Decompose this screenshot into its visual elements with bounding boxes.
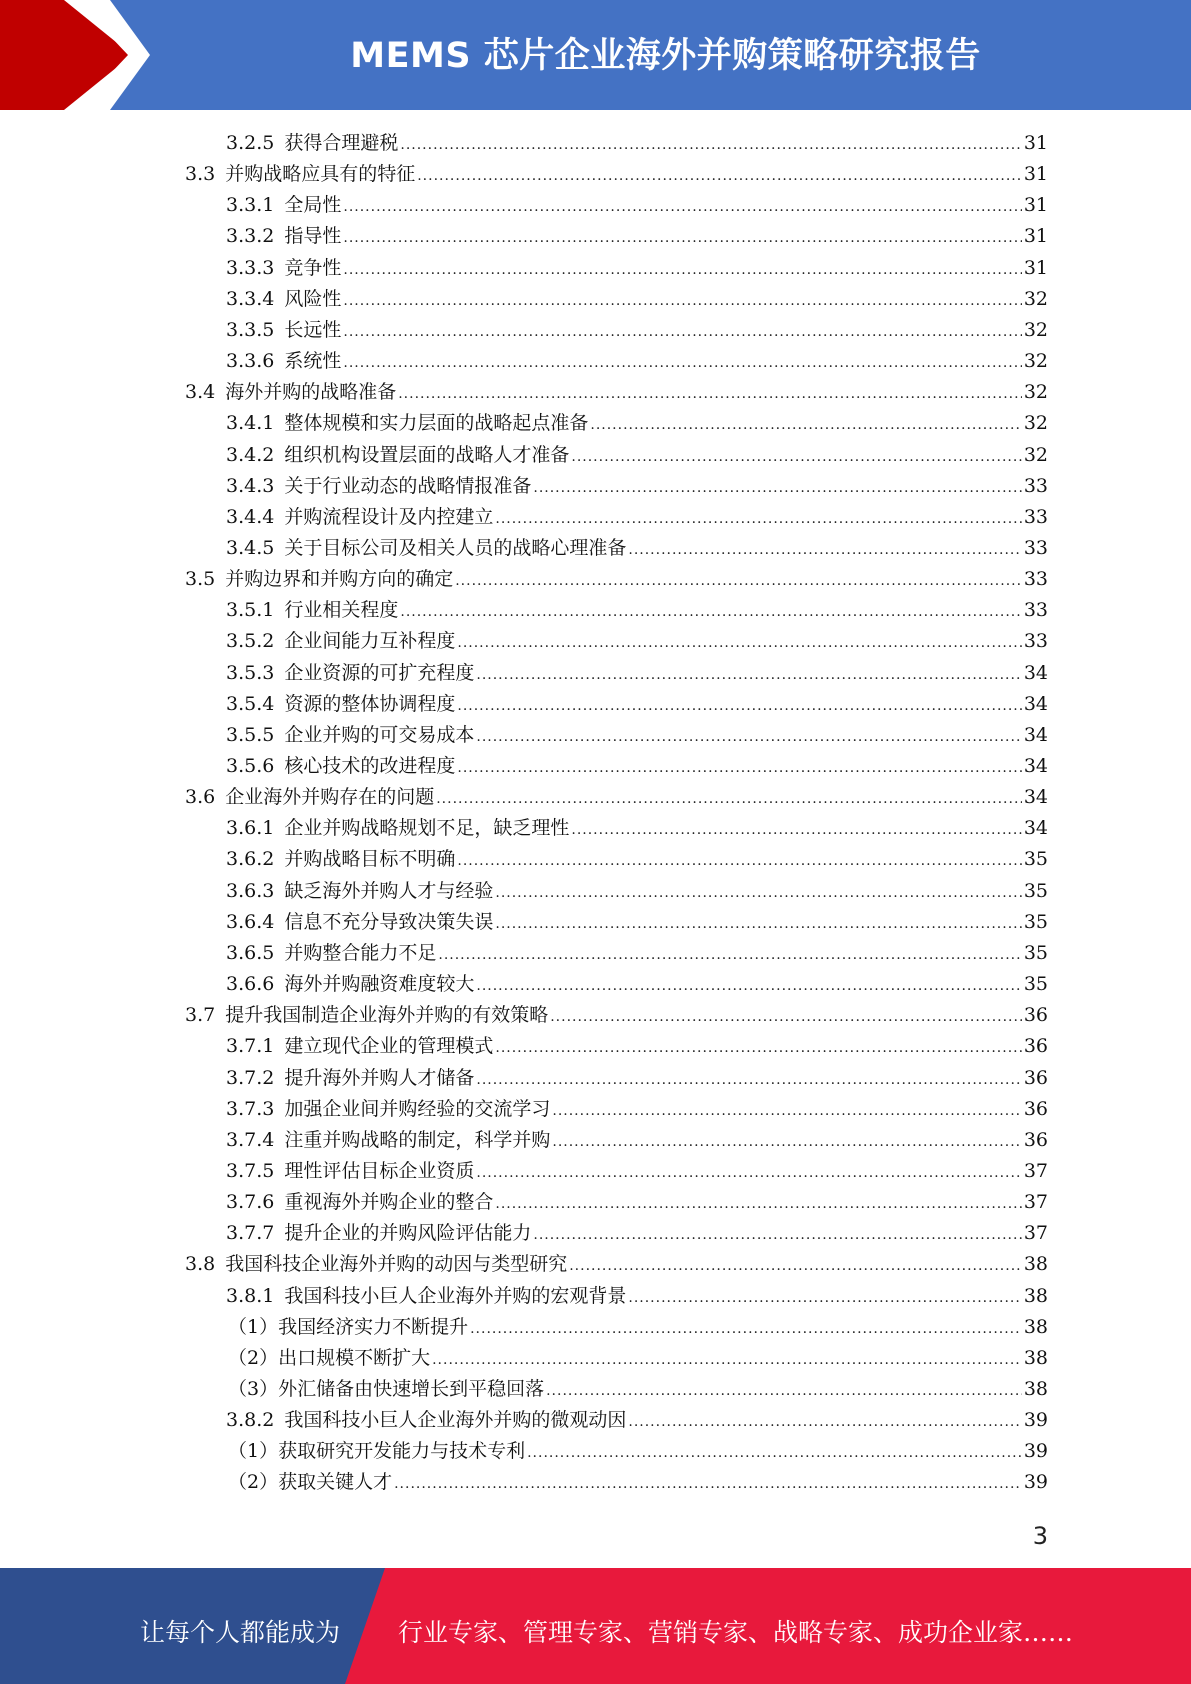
toc-entry-number: （1） <box>228 1440 279 1463</box>
toc-dot-leader <box>470 1321 1022 1337</box>
toc-entry-number: 3.3 <box>185 163 216 186</box>
toc-entry-page: 31 <box>1023 194 1048 217</box>
toc-dot-leader <box>343 293 1021 309</box>
page-number: 3 <box>1032 1522 1048 1550</box>
toc-entry-number: 3.2.5 <box>226 132 275 154</box>
toc-entry[interactable] <box>226 1063 1048 1094</box>
toc-entry-title: 获取关键人才 <box>278 1471 393 1494</box>
toc-entry-number: 3.7.3 <box>226 1097 275 1120</box>
toc-entry-title: 长远性 <box>284 318 342 341</box>
toc-entry[interactable] <box>226 938 1048 969</box>
toc-entry-title: 系统性 <box>284 350 342 373</box>
toc-dot-leader <box>571 822 1021 838</box>
toc-entry-number: 3.7.5 <box>226 1159 275 1182</box>
toc-entry-number: （2） <box>228 1471 279 1494</box>
toc-dot-leader <box>495 1040 1021 1056</box>
toc-dot-leader <box>455 573 1022 589</box>
toc-entry[interactable] <box>226 1094 1048 1125</box>
toc-entry[interactable] <box>226 689 1048 720</box>
toc-entry-title: 注重并购战略的制定，科学并购 <box>284 1128 551 1151</box>
toc-entry-title: 提升企业的并购风险评估能力 <box>284 1222 532 1245</box>
toc-entry-title: 海外并购的战略准备 <box>225 381 397 404</box>
toc-entry[interactable] <box>226 190 1048 221</box>
toc-dot-leader <box>438 947 1021 963</box>
toc-entry-number: 3.6.4 <box>226 910 275 933</box>
toc-dot-leader <box>495 511 1021 527</box>
toc-entry-page: 38 <box>1023 1315 1048 1338</box>
toc-entry-page: 35 <box>1023 848 1048 871</box>
toc-entry-page: 31 <box>1023 163 1048 186</box>
toc-entry-page: 32 <box>1023 381 1048 404</box>
page-header <box>0 0 1191 110</box>
footer-slogan-right: 行业专家、管理专家、营销专家、战略专家、成功企业家…… <box>398 1618 1074 1647</box>
toc-entry-number: 3.7 <box>185 1004 216 1027</box>
toc-entry[interactable] <box>185 377 1048 408</box>
toc-entry-number: 3.7.6 <box>226 1191 275 1214</box>
toc-entry[interactable] <box>228 1312 1048 1343</box>
toc-entry-number: 3.5 <box>185 568 216 591</box>
toc-entry-title: 整体规模和实力层面的战略起点准备 <box>284 412 589 435</box>
toc-dot-leader <box>571 449 1021 465</box>
toc-entry-page: 38 <box>1023 1378 1048 1400</box>
toc-entry[interactable] <box>226 1187 1048 1218</box>
toc-entry-title: 提升海外并购人才储备 <box>284 1066 475 1089</box>
toc-dot-leader <box>436 791 1022 807</box>
toc-entry[interactable] <box>226 876 1048 907</box>
toc-entry[interactable] <box>185 564 1048 595</box>
toc-entry-number: 3.5.6 <box>226 755 275 777</box>
toc-entry-page: 39 <box>1023 1409 1048 1432</box>
toc-entry-number: 3.4.1 <box>226 412 275 435</box>
toc-entry-page: 38 <box>1023 1346 1048 1369</box>
toc-entry-title: 建立现代企业的管理模式 <box>284 1035 494 1058</box>
toc-entry[interactable] <box>226 907 1048 938</box>
toc-entry-title: 缺乏海外并购人才与经验 <box>284 879 494 902</box>
toc-dot-leader <box>400 604 1021 620</box>
toc-dot-leader <box>343 324 1021 340</box>
toc-entry-title: 全局性 <box>284 194 342 217</box>
toc-entry-page: 33 <box>1023 536 1048 559</box>
toc-entry[interactable] <box>226 533 1048 564</box>
toc-entry-title: 并购战略目标不明确 <box>284 848 456 871</box>
toc-entry[interactable] <box>226 658 1048 689</box>
toc-dot-leader <box>476 729 1021 745</box>
toc-dot-leader <box>457 853 1021 869</box>
toc-dot-leader <box>457 760 1021 776</box>
toc-entry-page: 33 <box>1023 599 1048 622</box>
toc-dot-leader <box>457 698 1021 714</box>
toc-entry-title: 外汇储备由快速增长到平稳回落 <box>278 1378 545 1400</box>
toc-entry-title: 获取研究开发能力与技术专利 <box>278 1440 526 1463</box>
toc-dot-leader <box>343 262 1021 278</box>
toc-dot-leader <box>417 168 1022 184</box>
toc-dot-leader <box>476 1072 1021 1088</box>
toc-entry[interactable] <box>226 221 1048 252</box>
toc-entry-title: 理性评估目标企业资质 <box>284 1159 475 1182</box>
toc-entry[interactable] <box>226 284 1048 315</box>
toc-entry-title: 海外并购融资难度较大 <box>284 973 475 996</box>
toc-entry-page: 35 <box>1023 941 1048 964</box>
toc-entry-title: 我国科技小巨人企业海外并购的宏观背景 <box>284 1284 627 1307</box>
toc-entry[interactable] <box>226 315 1048 346</box>
toc-dot-leader <box>552 1134 1021 1150</box>
toc-dot-leader <box>476 978 1021 994</box>
toc-entry-page: 32 <box>1023 318 1048 341</box>
toc-entry[interactable] <box>226 751 1048 782</box>
toc-dot-leader <box>495 885 1021 901</box>
toc-entry-title: 组织机构设置层面的战略人才准备 <box>284 443 570 466</box>
toc-entry-page: 36 <box>1023 1128 1048 1151</box>
toc-entry-page: 34 <box>1023 755 1048 777</box>
toc-entry-number: 3.3.6 <box>226 350 275 373</box>
toc-dot-leader <box>400 137 1021 153</box>
toc-dot-leader <box>394 1476 1022 1492</box>
toc-entry-number: 3.4.5 <box>226 536 275 559</box>
toc-entry-number: 3.6 <box>185 786 216 809</box>
toc-dot-leader <box>432 1352 1022 1368</box>
toc-entry-number: 3.5.4 <box>226 692 275 715</box>
toc-entry-page: 32 <box>1023 350 1048 373</box>
toc-entry[interactable] <box>226 595 1048 626</box>
toc-entry-number: 3.7.1 <box>226 1035 275 1058</box>
toc-dot-leader <box>628 1414 1021 1430</box>
toc-entry-page: 33 <box>1023 474 1048 497</box>
toc-entry[interactable] <box>185 1000 1048 1031</box>
toc-entry-page: 33 <box>1023 568 1048 591</box>
toc-entry-page: 37 <box>1023 1222 1048 1245</box>
toc-entry-number: 3.3.3 <box>226 256 275 279</box>
toc-entry[interactable] <box>226 253 1048 284</box>
toc-entry[interactable] <box>228 1343 1048 1374</box>
toc-dot-leader <box>590 417 1021 433</box>
toc-entry-number: 3.4.2 <box>226 443 275 466</box>
toc-dot-leader <box>457 635 1021 651</box>
toc-entry-number: 3.6.6 <box>226 973 275 996</box>
toc-entry-title: 企业并购的可交易成本 <box>284 723 475 746</box>
toc-entry-number: 3.5.2 <box>226 630 275 653</box>
toc-entry-page: 36 <box>1023 1004 1048 1027</box>
toc-entry-number: 3.4.3 <box>226 474 275 497</box>
toc-entry-title: 指导性 <box>284 225 342 248</box>
toc-dot-leader <box>628 542 1021 558</box>
toc-entry[interactable] <box>226 1125 1048 1156</box>
toc-entry-number: （1） <box>228 1315 279 1338</box>
toc-entry-number: 3.5.1 <box>226 599 275 622</box>
toc-entry-page: 37 <box>1023 1191 1048 1214</box>
toc-entry-page: 39 <box>1023 1471 1048 1494</box>
toc-entry-page: 35 <box>1023 879 1048 902</box>
toc-entry-title: 企业并购战略规划不足，缺乏理性 <box>284 817 570 840</box>
toc-dot-leader <box>398 386 1022 402</box>
document-title: MEMS 芯片企业海外并购策略研究报告 <box>350 36 981 76</box>
toc-entry-number: （2） <box>228 1346 279 1369</box>
toc-entry-page: 36 <box>1023 1035 1048 1058</box>
toc-entry-title: 企业海外并购存在的问题 <box>225 786 435 809</box>
toc-dot-leader <box>343 199 1021 215</box>
toc-entry[interactable] <box>226 502 1048 533</box>
toc-entry-number: 3.8.1 <box>226 1284 275 1307</box>
toc-entry[interactable] <box>228 1436 1048 1467</box>
toc-entry-number: 3.8 <box>185 1253 216 1276</box>
toc-dot-leader <box>533 1227 1021 1243</box>
toc-entry-title: 风险性 <box>284 287 342 310</box>
toc-dot-leader <box>628 1290 1021 1306</box>
toc-entry-page: 31 <box>1023 225 1048 248</box>
toc-entry-page: 36 <box>1023 1066 1048 1089</box>
toc-entry-title: 并购边界和并购方向的确定 <box>225 568 454 591</box>
toc-entry-title: 竞争性 <box>284 256 342 279</box>
toc-entry[interactable] <box>185 1249 1048 1280</box>
toc-dot-leader <box>569 1258 1022 1274</box>
toc-entry-title: 重视海外并购企业的整合 <box>284 1191 494 1214</box>
toc-entry-page: 32 <box>1023 287 1048 310</box>
page-footer <box>0 1568 1191 1684</box>
toc-entry-title: 获得合理避税 <box>284 132 399 154</box>
toc-entry-number: 3.3.4 <box>226 287 275 310</box>
toc-entry-page: 32 <box>1023 412 1048 435</box>
toc-entry-title: 我国经济实力不断提升 <box>278 1315 469 1338</box>
toc-entry-title: 并购整合能力不足 <box>284 941 437 964</box>
toc-dot-leader <box>476 1165 1021 1181</box>
toc-entry-number: 3.3.5 <box>226 318 275 341</box>
toc-entry-page: 37 <box>1023 1159 1048 1182</box>
toc-dot-leader <box>533 480 1021 496</box>
toc-entry-page: 32 <box>1023 443 1048 466</box>
toc-entry-page: 34 <box>1023 786 1048 809</box>
toc-entry[interactable] <box>226 471 1048 502</box>
toc-entry-title: 资源的整体协调程度 <box>284 692 456 715</box>
toc-entry-page: 38 <box>1023 1284 1048 1307</box>
toc-entry-number: 3.8.2 <box>226 1409 275 1432</box>
toc-entry-page: 38 <box>1023 1253 1048 1276</box>
toc-entry-number: （3） <box>228 1378 279 1400</box>
toc-entry-number: 3.7.4 <box>226 1128 275 1151</box>
toc-entry-number: 3.6.3 <box>226 879 275 902</box>
toc-entry-number: 3.3.1 <box>226 194 275 217</box>
toc-entry-page: 31 <box>1023 132 1048 154</box>
toc-entry-page: 31 <box>1023 256 1048 279</box>
toc-entry[interactable] <box>228 1467 1048 1498</box>
toc-entry-page: 34 <box>1023 723 1048 746</box>
toc-dot-leader <box>343 355 1021 371</box>
toc-entry-number: 3.3.2 <box>226 225 275 248</box>
toc-entry-title: 关于行业动态的战略情报准备 <box>284 474 532 497</box>
toc-entry-title: 提升我国制造企业海外并购的有效策略 <box>225 1004 549 1027</box>
toc-entry-page: 35 <box>1023 910 1048 933</box>
toc-entry[interactable] <box>226 969 1048 1000</box>
toc-entry-page: 33 <box>1023 630 1048 653</box>
toc-entry[interactable] <box>226 844 1048 875</box>
toc-entry-page: 35 <box>1023 973 1048 996</box>
toc-entry[interactable] <box>226 440 1048 471</box>
toc-entry-page: 34 <box>1023 692 1048 715</box>
toc-entry-number: 3.4.4 <box>226 505 275 528</box>
toc-entry[interactable] <box>226 813 1048 844</box>
toc-dot-leader <box>546 1383 1022 1399</box>
toc-entry-title: 加强企业间并购经验的交流学习 <box>284 1097 551 1120</box>
toc-entry-title: 核心技术的改进程度 <box>284 755 456 777</box>
toc-entry-title: 并购流程设计及内控建立 <box>284 505 494 528</box>
toc-entry-number: 3.7.2 <box>226 1066 275 1089</box>
toc-entry-title: 我国科技企业海外并购的动因与类型研究 <box>225 1253 568 1276</box>
toc-entry-title: 企业资源的可扩充程度 <box>284 661 475 684</box>
footer-slogan-left: 让每个人都能成为 <box>140 1618 341 1647</box>
toc-entry[interactable] <box>226 1218 1048 1249</box>
toc-dot-leader <box>527 1445 1022 1461</box>
toc-entry[interactable] <box>226 408 1048 439</box>
toc-entry-title: 信息不充分导致决策失误 <box>284 910 494 933</box>
toc-dot-leader <box>552 1103 1021 1119</box>
toc-entry-number: 3.5.5 <box>226 723 275 746</box>
toc-entry[interactable] <box>226 128 1048 159</box>
toc-entry-number: 3.6.5 <box>226 941 275 964</box>
toc-dot-leader <box>550 1009 1022 1025</box>
toc-entry-number: 3.5.3 <box>226 661 275 684</box>
toc-entry[interactable] <box>185 159 1048 190</box>
toc-entry[interactable] <box>226 1156 1048 1187</box>
toc-entry[interactable] <box>226 626 1048 657</box>
toc-entry[interactable] <box>185 782 1048 813</box>
toc-entry-page: 39 <box>1023 1440 1048 1463</box>
toc-entry-title: 出口规模不断扩大 <box>278 1346 431 1369</box>
toc-entry-number: 3.7.7 <box>226 1222 275 1245</box>
toc-entry-page: 34 <box>1023 817 1048 840</box>
toc-entry-title: 行业相关程度 <box>284 599 399 622</box>
toc-entry[interactable] <box>228 1374 1048 1405</box>
toc-entry[interactable] <box>226 346 1048 377</box>
toc-entry-number: 3.4 <box>185 381 216 404</box>
toc-dot-leader <box>495 916 1021 932</box>
toc-entry[interactable] <box>226 720 1048 751</box>
toc-dot-leader <box>476 667 1021 683</box>
toc-entry-title: 企业间能力互补程度 <box>284 630 456 653</box>
toc-entry-title: 并购战略应具有的特征 <box>225 163 416 186</box>
toc-dot-leader <box>343 230 1021 246</box>
toc-entry-number: 3.6.2 <box>226 848 275 871</box>
toc-entry-page: 36 <box>1023 1097 1048 1120</box>
toc-entry-title: 我国科技小巨人企业海外并购的微观动因 <box>284 1409 627 1432</box>
toc-entry[interactable] <box>226 1281 1048 1312</box>
toc-entry[interactable] <box>226 1405 1048 1436</box>
toc-entry-page: 34 <box>1023 661 1048 684</box>
toc-entry-number: 3.6.1 <box>226 817 275 840</box>
toc-dot-leader <box>495 1196 1021 1212</box>
toc-entry[interactable] <box>226 1031 1048 1062</box>
toc-entry-page: 33 <box>1023 505 1048 528</box>
toc-entry-title: 关于目标公司及相关人员的战略心理准备 <box>284 536 627 559</box>
